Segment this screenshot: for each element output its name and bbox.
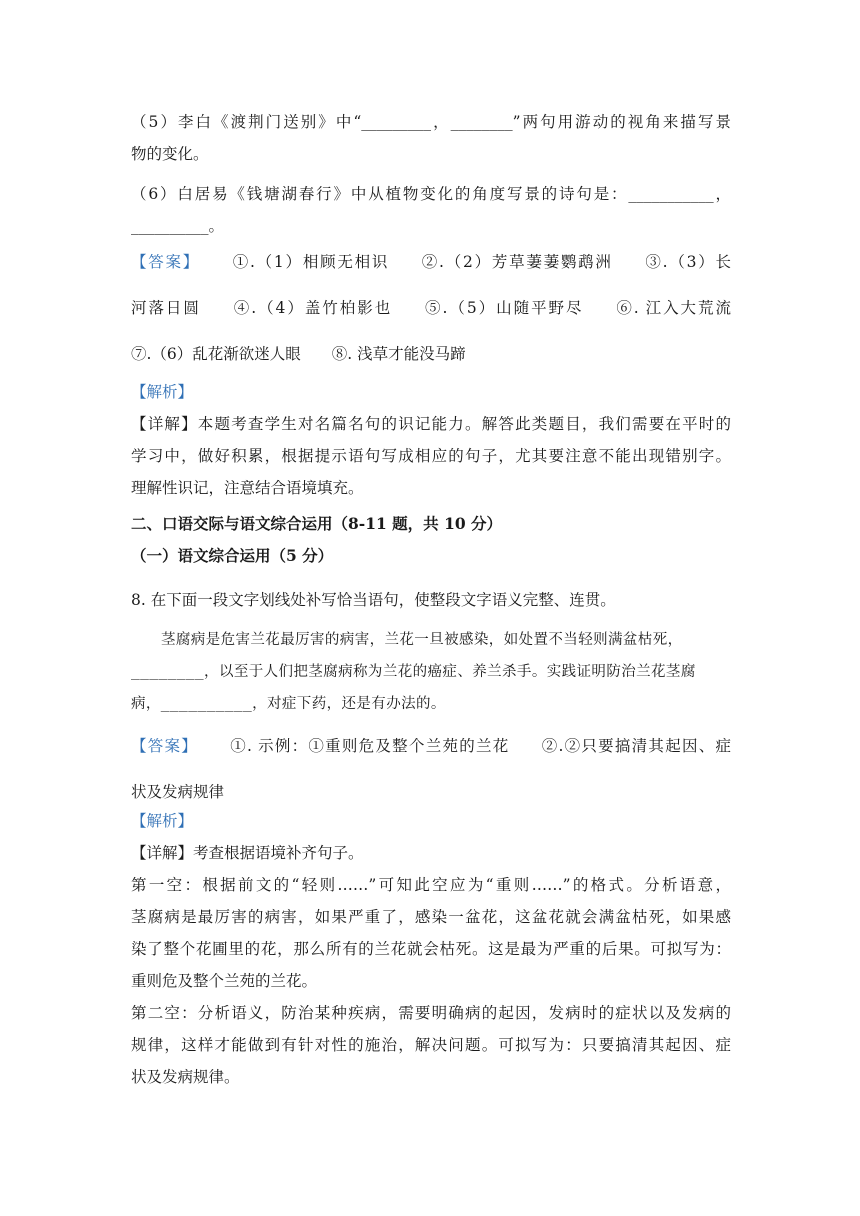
answer-tag: 【答案】 [131, 737, 199, 755]
passage-line-3: 病，__________，对症下药，还是有办法的。 [131, 696, 446, 712]
answer-block-7 [131, 239, 731, 377]
detail8-line-1: 【详解】考查根据语境补齐句子。 [131, 844, 364, 862]
analysis-tag: 【解析】 [131, 812, 194, 830]
analysis-block-7 [131, 376, 731, 504]
answer-line-2 [131, 285, 731, 331]
analysis-tag: 【解析】 [131, 383, 194, 401]
q5-line-2: 物的变化。 [131, 145, 209, 163]
answer-line-1 [131, 239, 731, 285]
detail-line-2: 学习中，做好积累，根据提示语句写成相应的句子，尤其要注意不能出现错别字。 [131, 447, 731, 465]
detail8-line-2: 第一空：根据前文的“轻则……”可知此空应为“重则……”的格式。分析语意， [131, 876, 731, 894]
answer8-line-1 [131, 723, 731, 769]
detail8-line-5: 重则危及整个兰苑的兰花。 [131, 972, 318, 990]
subsection-title: （一）语文综合运用（5 分） [131, 546, 334, 565]
detail8-line-7: 规律，这样才能做到有针对性的施治，解决问题。可拟写为：只要搞清其起因、症 [131, 1036, 731, 1054]
detail8-line-4: 染了整个花圃里的花，那么所有的兰花就会枯死。这是最为严重的后果。可拟写为： [131, 940, 731, 958]
answer-item: ③.（3）长 [645, 253, 731, 271]
detail8-line-8: 状及发病规律。 [131, 1068, 240, 1086]
passage-line-2: ________，以至于人们把茎腐病称为兰花的癌症、养兰杀手。实践证明防治兰花茎腐 [131, 664, 696, 680]
question-6 [131, 178, 731, 242]
detail8-line-3: 茎腐病是最厉害的病害，如果严重了，感染一盆花，这盆花就会满盆枯死，如果感 [131, 908, 731, 926]
q5-line-1: （5）李白《渡荆门送别》中“_________，________”两句用游动的视角来描写景 [131, 113, 731, 131]
q6-line-1: （6）白居易《钱塘湖春行》中从植物变化的角度写景的诗句是：___________， [131, 185, 731, 203]
answer-line-3 [131, 331, 731, 377]
question-8 [131, 584, 731, 616]
section-title: 二、口语交际与语文综合运用（8-11 题，共 10 分） [131, 514, 503, 533]
answer-item: ⑦.（6）乱花渐欲迷人眼 [131, 345, 301, 363]
detail-line-1: 【详解】本题考查学生对名篇名句的识记能力。解答此类题目，我们需要在平时的 [131, 415, 731, 433]
q8-prompt: 8. 在下面一段文字划线处补写恰当语句，使整段文字语义完整、连贯。 [131, 591, 616, 609]
answer-item: ①. 示例：①重则危及整个兰苑的兰花 [230, 737, 510, 755]
answer-item: ⑤.（5）山随平野尽 [425, 299, 584, 317]
answer-item: ①.（1）相顾无相识 [232, 253, 390, 271]
q6-line-2: __________。 [131, 217, 225, 235]
question-5 [131, 106, 731, 170]
answer-item: ②.（2）芳草萋萋鹦鹉洲 [421, 253, 613, 271]
passage-line-1: 茎腐病是危害兰花最厉害的病害，兰花一旦被感染，如处置不当轻则满盆枯死， [161, 632, 683, 648]
detail8-line-6: 第二空：分析语义，防治某种疾病，需要明确病的起因，发病时的症状以及发病的 [131, 1004, 731, 1022]
answer-item: 河落日圆 [131, 299, 201, 317]
detail-line-3: 理解性识记，注意结合语境填充。 [131, 479, 364, 497]
answer-item: ⑧. 浅草才能没马蹄 [331, 345, 466, 363]
answer8-line-2: 状及发病规律 [131, 783, 225, 801]
answer-item: ④.（4）盖竹柏影也 [233, 299, 393, 317]
answer-item: ⑥. 江入大荒流 [616, 299, 731, 317]
answer-tag: 【答案】 [131, 253, 201, 271]
answer-block-8 [131, 723, 731, 815]
analysis-block-8 [131, 805, 731, 1093]
section-heading [131, 508, 731, 572]
q8-passage [131, 624, 731, 720]
answer-item: ②.②只要搞清其起因、症 [541, 737, 731, 755]
